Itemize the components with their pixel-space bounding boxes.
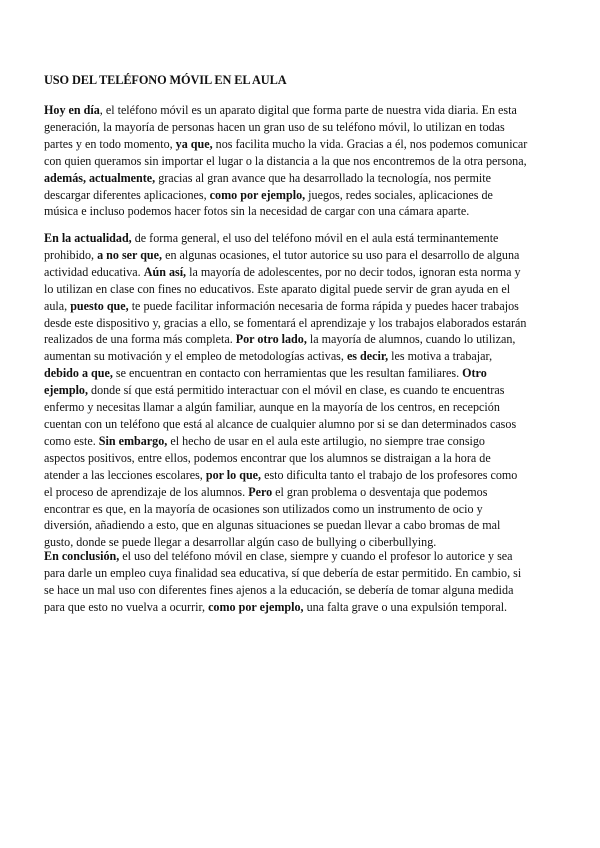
text-run: el gran problema o desventaja que podemos [272,484,488,499]
text-run: aumentan su motivación y el empleo de metodologías activas, [44,349,347,364]
bold-connector: Sin embargo, [98,433,168,448]
text-line [44,170,564,187]
bold-connector: En conclusión, [44,549,120,563]
paragraph-introduction [44,102,564,220]
text-line [44,382,564,399]
text-line [44,399,564,416]
text-line [44,203,564,220]
bold-connector: a no ser que, [97,247,163,262]
text-run: enfermo y necesitas llamar a algún familiar, aunque en la mayoría de los centros, en recepción [44,400,500,415]
text-run: juegos, redes sociales, aplicaciones de [305,187,493,202]
text-line [44,565,564,582]
bold-connector: Pero [248,484,273,499]
bold-connector: es decir, [346,349,389,364]
text-run: aula, [44,298,71,313]
text-run: diversión, añadiendo a esto, que en algunas situaciones se puedan llevar a cabo bromas de mal [44,518,501,533]
text-run: partes y en todo momento, [44,136,176,151]
text-run: generación, la mayoría de personas hacen un gran uso de su teléfono móvil, lo utilizan en todas [44,119,505,134]
bold-connector: ya que, [175,136,213,151]
text-run: nos facilita mucho la vida. Gracias a él, nos podemos comunicar [212,136,528,151]
text-run: la mayoría de adolescentes, por no decir todos, ignoran esta norma y [186,264,521,279]
bold-connector: puesto que, [70,298,129,313]
bold-connector: por lo que, [205,467,262,482]
text-line [44,582,564,599]
text-run: prohibido, [44,247,98,262]
text-line [44,187,564,204]
text-line [44,450,564,467]
text-run: cuentan con un teléfono que está al alcance de cualquier alumno por si se dan determinados casos [44,416,517,431]
bold-connector: debido a que, [44,366,113,381]
text-run: el uso del teléfono móvil en clase, siempre y cuando el profesor lo autorice y sea [119,549,513,563]
text-run: una falta grave o una expulsión temporal. [303,599,508,614]
bold-connector: como por ejemplo, [208,599,304,614]
text-run: con quien queramos sin importar el lugar o la distancia a la que nos encontremos de la otra persona, [44,153,527,168]
text-run: gusto, donde se puede llegar a desarrollar algún caso de bullying o ciberbullying. [44,535,437,550]
text-run: se hace un mal uso con diferentes fines ajenos a la educación, se debería de tomar alguna medida [44,582,514,597]
document-title: USO DEL TELÉFONO MÓVIL EN EL AULA [44,73,287,87]
text-run: se encuentran en contacto con herramientas que les resultan familiares. [112,366,463,381]
text-line [44,281,564,298]
bold-connector: ejemplo, [44,383,88,398]
text-run: descargar diferentes aplicaciones, [44,187,210,202]
text-run: esto dificulta tanto el trabajo de los profesores como [261,467,518,482]
text-line [44,247,564,264]
paragraph-conclusion [44,548,564,616]
text-line [44,484,564,501]
bold-connector: Otro [462,366,487,381]
text-run: encontrar es que, en la mayoría de ocasiones son utilizados como un instrumento de ocio y [44,501,483,516]
text-line [44,119,564,136]
text-run: realizados de una forma más completa. [44,332,236,347]
text-line [44,433,564,450]
text-line [44,298,564,315]
text-run: les motiva a trabajar, [388,349,493,364]
bold-connector: además, actualmente, [44,170,156,185]
text-run: en algunas ocasiones, el tutor autorice su uso para el desarrollo de alguna [162,247,520,262]
text-line [44,331,564,348]
text-run: gracias al gran avance que ha desarrollado la tecnología, nos permite [155,170,491,185]
text-line [44,467,564,484]
text-run: de forma general, el uso del teléfono móvil en el aula está terminantemente [131,231,499,245]
text-run: como este. [44,433,99,448]
text-run: desde este dispositivo y, gracias a ello, se fomentará el aprendizaje y los trabajos elaborados estarán [44,315,527,330]
text-run: aspectos positivos, entre ellos, podemos encontrar que los alumnos se distraigan a la hora de [44,450,491,465]
paragraph-body [44,230,564,551]
text-line [44,136,564,153]
text-line [44,365,564,382]
bold-connector: Por otro lado, [235,332,307,347]
text-run: donde sí que está permitido interactuar con el móvil en clase, es cuando te encuentras [88,383,505,398]
text-line [44,348,564,365]
text-line [44,315,564,332]
text-line [44,599,564,616]
text-line [44,102,564,119]
bold-connector: En la actualidad, [44,231,132,245]
text-line [44,416,564,433]
text-run: para que esto no vuelva a ocurrir, [44,599,209,614]
text-run: , el teléfono móvil es un aparato digital que forma parte de nuestra vida diaria. En esta [99,103,517,117]
text-run: la mayoría de alumnos, cuando lo utilizan, [306,332,516,347]
bold-connector: Hoy en día [44,103,100,117]
text-run: para darle un empleo cuya finalidad sea educativa, sí que debería de estar permitido. En cambio, si [44,565,522,580]
text-line [44,501,564,518]
text-line [44,230,564,247]
text-line [44,517,564,534]
text-line [44,264,564,281]
text-line [44,153,564,170]
text-run: atender a las lecciones escolares, [44,467,206,482]
text-run: el proceso de aprendizaje de los alumnos. [44,484,249,499]
bold-connector: Aún así, [143,264,187,279]
text-line [44,548,564,565]
text-run: lo utilizan en clase con fines no educativos. Este aparato digital puede servir de gran ayuda en el [44,281,511,296]
text-run: el hecho de usar en el aula este artilugio, no siempre trae consigo [167,433,485,448]
text-run: te puede facilitar información necesaria de forma rápida y puedes hacer trabajos [128,298,519,313]
text-run: actividad educativa. [44,264,144,279]
bold-connector: como por ejemplo, [209,187,306,202]
text-run: música e incluso podemos hacer fotos sin la necesidad de cargar con una cámara aparte. [44,204,470,219]
